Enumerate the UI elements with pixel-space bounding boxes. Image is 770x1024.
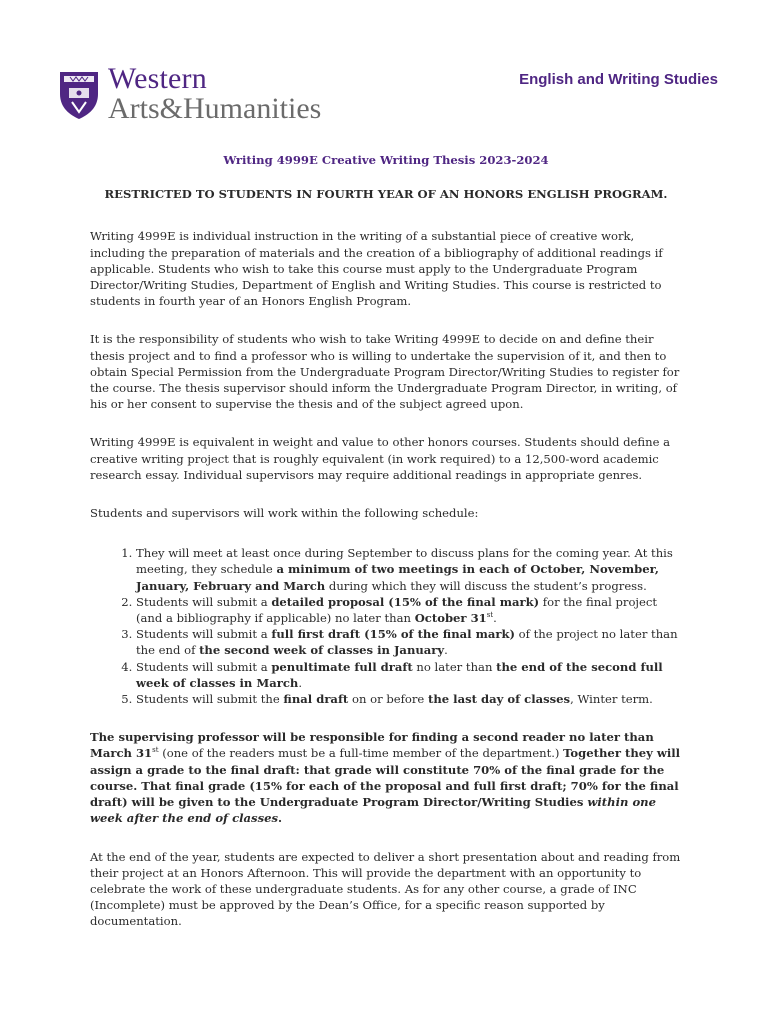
logo-faculty-text: Arts&Humanities bbox=[108, 92, 322, 125]
restriction-notice: RESTRICTED TO STUDENTS IN FOURTH YEAR OF AN HONORS ENGLISH PROGRAM. bbox=[104, 187, 668, 202]
paragraph-grading: The supervising professor will be responsible for finding a second reader no later than March 31st (one of the readers must be a full-time member of the department.) Together they will assign a grade to the final draft: that grade will constitute 70% of the final grade for the course. That final grade (15% for each of the proposal and full first draft; 70% for the final draft) will be given to the Undergraduate Program Director/Writing Studies within one week after the end of classes. bbox=[90, 730, 681, 826]
page-header bbox=[0, 0, 770, 140]
logo-western-text: Western bbox=[108, 62, 207, 95]
list-item: 1. They will meet at least once during September to discuss plans for the coming year. At this meeting, they schedule a minimum of two meetings in each of October, November, January, February and March during which they will discuss the student’s progress. bbox=[136, 545, 682, 594]
schedule-list bbox=[90, 545, 682, 707]
western-crest-icon bbox=[58, 68, 100, 120]
list-item: 3. Students will submit a full first draft (15% of the final mark) of the project no later than the end of the second week of classes in January. bbox=[136, 626, 682, 658]
paragraph-equivalence: Writing 4999E is equivalent in weight and value to other honors courses. Students should define a creative writing project that is roughly equivalent (in work required) to a 12,500-word academic research essay. Individual supervisors may require additional readings in appropriate genres. bbox=[90, 435, 671, 482]
department-name: English and Writing Studies bbox=[519, 71, 718, 88]
list-item: 4. Students will submit a penultimate full draft no later than the end of the second full week of classes in March. bbox=[136, 659, 682, 691]
document-body bbox=[90, 152, 682, 952]
document-title: Writing 4999E Creative Writing Thesis 2023-2024 bbox=[223, 153, 549, 167]
list-item: 2. Students will submit a detailed proposal (15% of the final mark) for the final project (and a bibliography if applicable) no later than October 31st. bbox=[136, 594, 682, 626]
paragraph-presentation: At the end of the year, students are expected to deliver a short presentation about and reading from their project at an Honors Afternoon. This will provide the department with an opportunity to celebrate the work of these undergraduate students. As for any other course, a grade of INC (Incomplete) must be approved by the Dean’s Office, for a specific reason supported by documentation. bbox=[90, 849, 681, 929]
list-item: 5. Students will submit the final draft on or before the last day of classes, Winter term. bbox=[136, 691, 682, 707]
paragraph-schedule-intro: Students and supervisors will work within the following schedule: bbox=[90, 506, 479, 521]
paragraph-responsibility: It is the responsibility of students who wish to take Writing 4999E to decide on and define their thesis project and to find a professor who is willing to undertake the supervision of it, and then to obtain Special Permission from the Undergraduate Program Director/Writing Studies to register for the course. The thesis supervisor should inform the Undergraduate Program Director, in writing, of his or her consent to supervise the thesis and of the subject agreed upon. bbox=[90, 332, 680, 412]
paragraph-course-description: Writing 4999E is individual instruction in the writing of a substantial piece of creative work, including the preparation of materials and the creation of a bibliography of additional readings if applicable. Students who wish to take this course must apply to the Undergraduate Program Director/Writing Studies, Department of English and Writing Studies. This course is restricted to students in fourth year of an Honors English Program. bbox=[90, 229, 663, 309]
